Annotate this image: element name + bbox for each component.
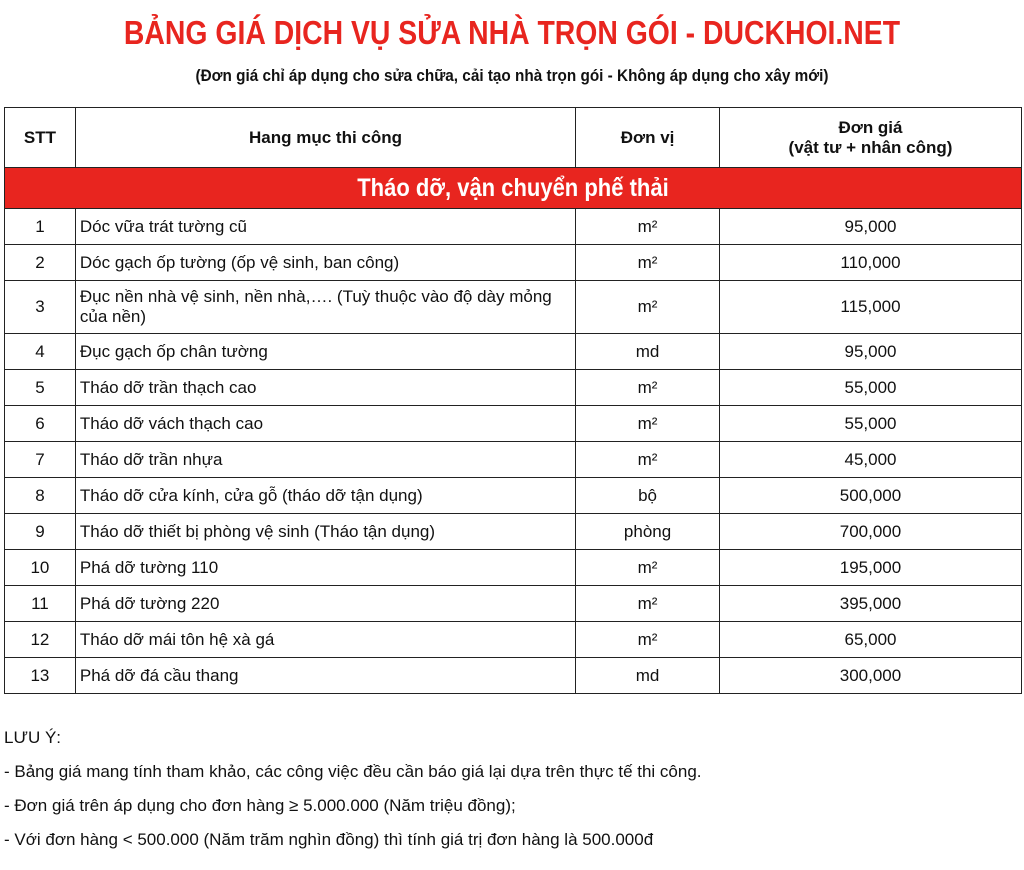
table-row — [5, 550, 1022, 586]
cell-stt: 5 — [5, 370, 76, 406]
cell-item: Đục gạch ốp chân tường — [75, 334, 575, 370]
cell-price: 55,000 — [719, 370, 1021, 406]
table-row — [5, 478, 1022, 514]
cell-stt: 1 — [5, 209, 76, 245]
section-row — [5, 168, 1022, 209]
cell-item: Phá dỡ đá cầu thang — [75, 658, 575, 694]
cell-price: 115,000 — [719, 281, 1021, 334]
table-row — [5, 281, 1022, 334]
cell-item: Phá dỡ tường 220 — [75, 586, 575, 622]
header-price-line2: (vật tư + nhân công) — [788, 137, 953, 157]
cell-stt: 7 — [5, 442, 76, 478]
cell-item: Tháo dỡ trần nhựa — [75, 442, 575, 478]
cell-unit: m² — [576, 209, 720, 245]
notes-heading: LƯU Ý: — [4, 728, 62, 747]
cell-stt: 12 — [5, 622, 76, 658]
table-row — [5, 442, 1022, 478]
cell-unit: m² — [576, 586, 720, 622]
cell-item: Tháo dỡ trần thạch cao — [75, 370, 575, 406]
header-item: Hang mục thi công — [75, 108, 575, 168]
note-item: - Bảng giá mang tính tham khảo, các công việc đều cần báo giá lại dựa trên thực tế thi công. — [4, 762, 702, 781]
cell-item: Dóc vữa trát tường cũ — [75, 209, 575, 245]
cell-price: 700,000 — [719, 514, 1021, 550]
cell-item: Tháo dỡ cửa kính, cửa gỗ (tháo dỡ tận dụng) — [75, 478, 575, 514]
cell-price: 395,000 — [719, 586, 1021, 622]
cell-unit: md — [576, 658, 720, 694]
section-title-text: Tháo dỡ, vận chuyển phế thải — [357, 173, 669, 202]
cell-stt: 11 — [5, 586, 76, 622]
header-unit: Đơn vị — [576, 108, 720, 168]
cell-stt: 9 — [5, 514, 76, 550]
table-row — [5, 622, 1022, 658]
cell-item: Phá dỡ tường 110 — [75, 550, 575, 586]
cell-stt: 6 — [5, 406, 76, 442]
cell-price: 110,000 — [719, 245, 1021, 281]
cell-unit: m² — [576, 245, 720, 281]
cell-stt: 8 — [5, 478, 76, 514]
table-row — [5, 586, 1022, 622]
note-item: - Với đơn hàng < 500.000 (Năm trăm nghìn đồng) thì tính giá trị đơn hàng là 500.000đ — [4, 830, 654, 849]
cell-unit: phòng — [576, 514, 720, 550]
price-table — [4, 107, 1022, 694]
section-title — [5, 168, 1022, 209]
table-row — [5, 209, 1022, 245]
note-item: - Đơn giá trên áp dụng cho đơn hàng ≥ 5.000.000 (Năm triệu đồng); — [4, 796, 516, 815]
notes — [4, 728, 1020, 864]
table-row — [5, 658, 1022, 694]
cell-price: 195,000 — [719, 550, 1021, 586]
cell-stt: 4 — [5, 334, 76, 370]
cell-stt: 3 — [5, 281, 76, 334]
cell-unit: bộ — [576, 478, 720, 514]
cell-unit: m² — [576, 406, 720, 442]
cell-unit: m² — [576, 550, 720, 586]
cell-unit: m² — [576, 442, 720, 478]
table-row — [5, 406, 1022, 442]
cell-price: 95,000 — [719, 209, 1021, 245]
table-header-row — [5, 108, 1022, 168]
table-row — [5, 514, 1022, 550]
cell-unit: m² — [576, 370, 720, 406]
cell-price: 65,000 — [719, 622, 1021, 658]
cell-item: Dóc gạch ốp tường (ốp vệ sinh, ban công) — [75, 245, 575, 281]
cell-item: Tháo dỡ vách thạch cao — [75, 406, 575, 442]
table-row — [5, 245, 1022, 281]
page-subtitle: (Đơn giá chỉ áp dụng cho sửa chữa, cải tạo nhà trọn gói - Không áp dụng cho xây mới) — [195, 66, 829, 85]
cell-price: 500,000 — [719, 478, 1021, 514]
cell-stt: 2 — [5, 245, 76, 281]
cell-item: Tháo dỡ mái tôn hệ xà gá — [75, 622, 575, 658]
header-price — [719, 108, 1021, 168]
cell-item: Đục nền nhà vệ sinh, nền nhà,…. (Tuỳ thuộc vào độ dày mỏng của nền) — [75, 281, 575, 334]
cell-price: 55,000 — [719, 406, 1021, 442]
cell-unit: md — [576, 334, 720, 370]
table-row — [5, 370, 1022, 406]
header-stt: STT — [5, 108, 76, 168]
cell-stt: 13 — [5, 658, 76, 694]
cell-unit: m² — [576, 281, 720, 334]
cell-item: Tháo dỡ thiết bị phòng vệ sinh (Tháo tận dụng) — [75, 514, 575, 550]
header-price-line1: Đơn giá — [838, 117, 903, 137]
cell-unit: m² — [576, 622, 720, 658]
cell-price: 95,000 — [719, 334, 1021, 370]
cell-stt: 10 — [5, 550, 76, 586]
cell-price: 45,000 — [719, 442, 1021, 478]
page-title: BẢNG GIÁ DỊCH VỤ SỬA NHÀ TRỌN GÓI - DUCKHOI.NET — [123, 14, 901, 51]
table-row — [5, 334, 1022, 370]
cell-price: 300,000 — [719, 658, 1021, 694]
